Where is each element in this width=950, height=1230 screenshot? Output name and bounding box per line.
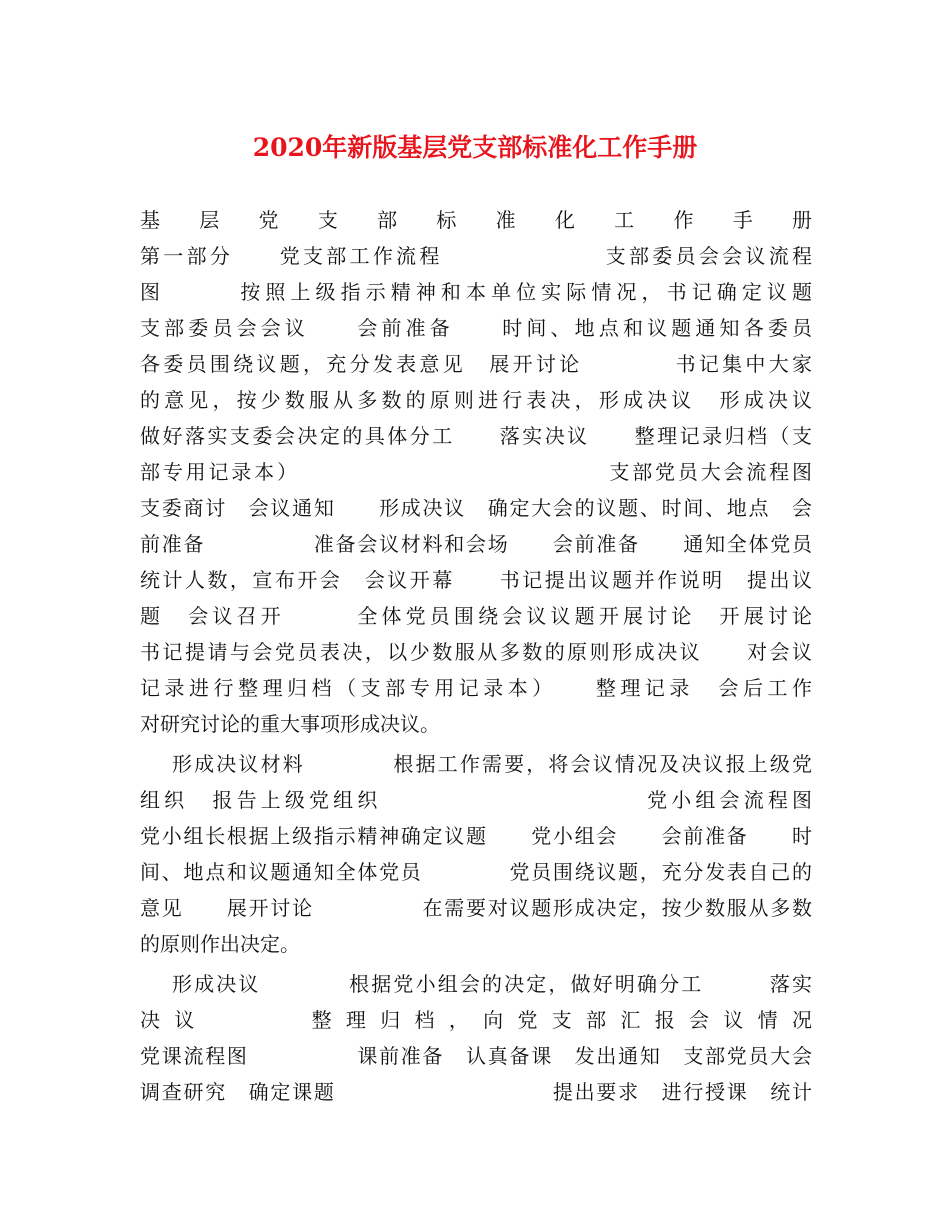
- body-line: 间、地点和议题通知全体党员 党员围绕议题，充分发表自己的: [140, 860, 812, 884]
- document-body: [140, 202, 812, 1110]
- body-line: 基 层 党 支 部 标 准 化 工 作 手 册: [140, 208, 812, 232]
- body-line: 的意见，按少数服从多数的原则进行表决，形成决议 形成决议: [140, 388, 812, 412]
- body-line: 各委员围绕议题，充分发表意见 展开讨论 书记集中大家: [140, 352, 812, 376]
- body-line: 题 会议召开 全体党员围绕会议议题开展讨论 开展讨论: [140, 604, 812, 628]
- document-title: 2020年新版基层党支部标准化工作手册: [252, 133, 698, 162]
- body-line: 形成决议材料 根据工作需要，将会议情况及决议报上级党: [172, 752, 812, 776]
- body-line: 书记提请与会党员表决，以少数服从多数的原则形成决议 对会议: [140, 640, 812, 664]
- body-line: 意见 展开讨论 在需要对议题形成决定，按少数服从多数: [140, 896, 812, 920]
- body-line: 决 议 整 理 归 档 ， 向 党 支 部 汇 报 会 议 情 况: [140, 1008, 812, 1032]
- body-line: 记录进行整理归档（支部专用记录本） 整理记录 会后工作: [140, 676, 812, 700]
- body-line: 图 按照上级指示精神和本单位实际情况，书记确定议题: [140, 280, 812, 304]
- body-line: 组织 报告上级党组织 党小组会流程图: [140, 788, 812, 812]
- body-line: 支部委员会会议 会前准备 时间、地点和议题通知各委员: [140, 316, 812, 340]
- body-line: 统计人数，宣布开会 会议开幕 书记提出议题并作说明 提出议: [140, 568, 812, 592]
- body-line: 部专用记录本） 支部党员大会流程图: [140, 460, 812, 484]
- body-line: 第一部分 党支部工作流程 支部委员会会议流程: [140, 244, 812, 268]
- body-line: 前准备 准备会议材料和会场 会前准备 通知全体党员: [140, 532, 812, 556]
- body-line: 调查研究 确定课题 提出要求 进行授课 统计: [140, 1080, 812, 1104]
- body-line: 党课流程图 课前准备 认真备课 发出通知 支部党员大会: [140, 1044, 812, 1068]
- body-line: 的原则作出决定。: [140, 932, 300, 956]
- body-line: 党小组长根据上级指示精神确定议题 党小组会 会前准备 时: [140, 824, 812, 848]
- body-line: 形成决议 根据党小组会的决定，做好明确分工 落实: [172, 972, 812, 996]
- body-line: 做好落实支委会决定的具体分工 落实决议 整理记录归档（支: [140, 424, 812, 448]
- body-line: 对研究讨论的重大事项形成决议。: [140, 712, 440, 736]
- body-line: 支委商讨 会议通知 形成决议 确定大会的议题、时间、地点 会: [140, 496, 812, 520]
